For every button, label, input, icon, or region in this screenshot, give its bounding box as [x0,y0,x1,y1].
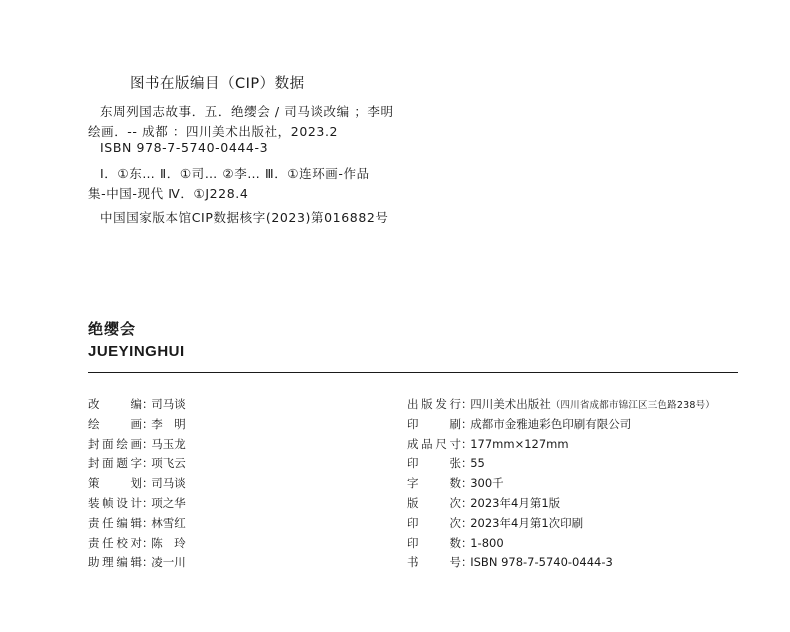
credit-separator: ： [142,555,154,570]
credit-label: 策 划 [88,476,143,491]
credit-label: 印 刷 [407,416,462,431]
credit-separator: ： [461,397,473,411]
credit-label: 改 编 [88,397,143,411]
credit-separator: ： [142,456,154,471]
credit-value: 2023年4月第1版 [470,495,561,510]
divider [88,372,738,373]
credit-label: 书 号 [407,555,462,570]
credit-separator: ： [142,476,154,491]
credit-row [88,435,388,455]
credit-row [407,534,747,554]
credit-separator: ： [461,495,473,510]
credit-row [407,494,747,514]
credit-value: 李 明 [151,416,186,431]
credit-separator: ： [142,515,154,530]
credit-label: 责任编辑 [88,515,143,530]
credits-right [407,395,747,573]
credit-label: 印 次 [407,515,462,530]
credit-separator: ： [142,535,154,550]
credit-label: 助理编辑 [88,555,143,570]
credit-row [88,494,388,514]
credit-label: 封面题字 [88,456,143,471]
credit-value: 陈 玲 [151,535,186,550]
cip-line-1: 东周列国志故事．五．绝缨会 / 司马谈改编 ；李明 [100,104,394,119]
credit-value: 成都市金雅迪彩色印刷有限公司 [470,416,632,431]
credit-value: 300千 [470,476,504,491]
credit-label: 绘 画 [88,416,143,431]
credit-label: 出版发行 [407,397,462,411]
credit-row [407,415,747,435]
credit-separator: ： [142,436,154,451]
credit-separator: ： [142,397,154,411]
credit-label: 成品尺寸 [407,436,462,451]
credit-value: 55 [470,456,485,471]
credit-value: 司马谈 [151,397,186,411]
cip-line-2: 绘画．-- 成都 ：四川美术出版社，2023.2 [88,124,339,139]
credit-value: 司马谈 [151,476,186,491]
credit-label: 装帧设计 [88,495,143,510]
credit-label: 印 数 [407,535,462,550]
cip-line-5: 集-中国-现代 Ⅳ．①J228.4 [88,186,249,201]
credit-label: 印 张 [407,456,462,471]
credit-row [407,514,747,534]
credit-separator: ： [142,416,154,431]
credit-row [88,415,388,435]
credit-value: ISBN 978-7-5740-0444-3 [470,555,613,570]
credit-row [88,454,388,474]
credit-value: 项之华 [151,495,186,510]
credit-label: 责任校对 [88,535,143,550]
publisher-name: 四川美术出版社 [470,397,551,411]
credit-value: 项飞云 [151,456,186,471]
publisher-row [407,395,747,415]
credits-left [88,395,388,573]
credit-value: 凌一川 [151,555,186,570]
credit-separator: ： [461,456,473,471]
credit-row [88,534,388,554]
book-title-pinyin: JUEYINGHUI [88,343,185,360]
cip-title: 图书在版编目（CIP）数据 [130,76,305,92]
publisher-address: （四川省成都市锦江区三色路238号） [550,400,715,411]
credit-row [407,553,747,573]
book-title: 绝缨会 [88,320,137,338]
credit-label: 字 数 [407,476,462,491]
credit-separator: ： [461,416,473,431]
credit-row [407,454,747,474]
credit-value: 177mm×127mm [470,436,569,451]
credit-label: 版 次 [407,495,462,510]
credit-value: 1-800 [470,535,504,550]
credit-row [88,474,388,494]
credit-separator: ： [461,476,473,491]
credit-separator: ： [461,535,473,550]
credit-row [88,395,388,415]
cip-line-6: 中国国家版本馆CIP数据核字(2023)第016882号 [100,210,389,225]
credit-label: 封面绘画 [88,436,143,451]
cip-line-4: Ⅰ．①东… Ⅱ．①司… ②李… Ⅲ．①连环画-作品 [100,166,370,181]
credit-separator: ： [461,515,473,530]
credit-value: 马玉龙 [151,436,186,451]
credit-separator: ： [461,436,473,451]
credit-separator: ： [461,555,473,570]
cip-line-3: ISBN 978-7-5740-0444-3 [100,140,269,155]
credit-value: 林雪红 [151,515,186,530]
credit-row [407,474,747,494]
credit-separator: ： [142,495,154,510]
credit-row [88,553,388,573]
credit-value: 2023年4月第1次印刷 [470,515,584,530]
credit-row [88,514,388,534]
credit-row [407,435,747,455]
